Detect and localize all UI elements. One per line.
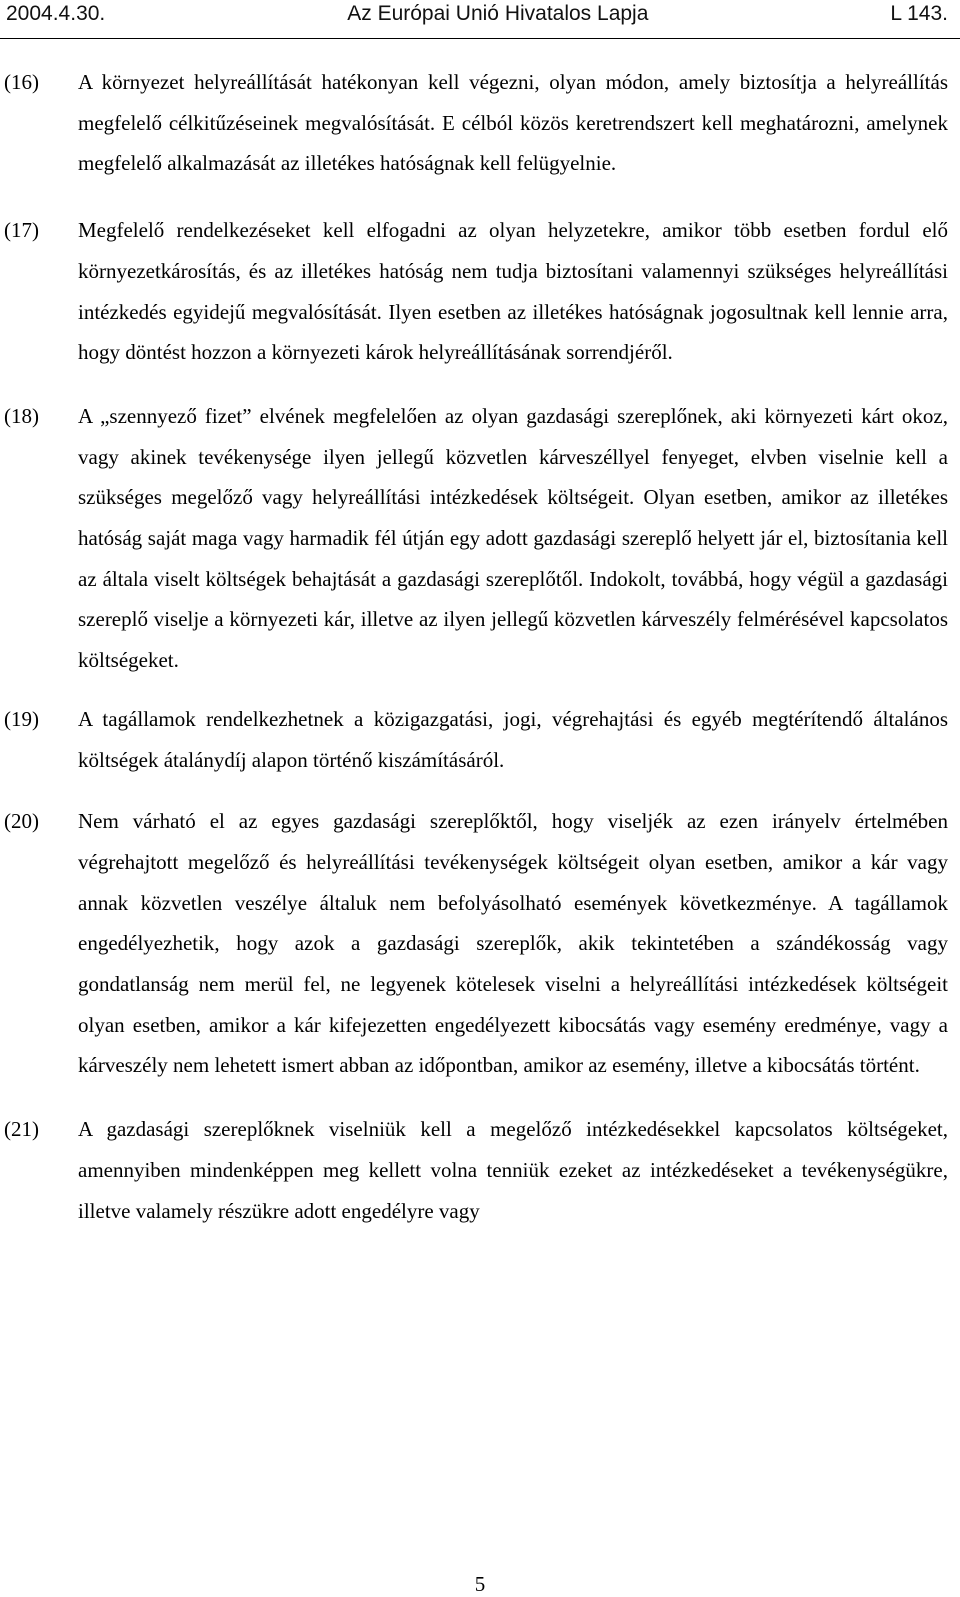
recital-text: A gazdasági szereplőknek viselniük kell a megelőző intézkedésekkel kapcsolatos költségeket, amennyiben mindenképpen meg kellett volna tenniük ezeket az intézkedéseket a tevékenységükre, illetve valamely részükre adott engedélyre vagy <box>78 1117 948 1223</box>
recital-number: (16) <box>4 70 39 94</box>
recital-number: (21) <box>4 1117 39 1142</box>
recital-19 <box>4 699 948 780</box>
recital-text: A környezet helyreállítását hatékonyan kell végezni, olyan módon, amely biztosítja a helyreállítás megfelelő célkitűzéseinek megvalósítását. E célból közös keretrendszert kell meghatározni, amelynek megfelelő alkalmazását az illetékes hatóságnak kell felügyelnie. <box>78 70 948 176</box>
page-number: 5 <box>474 1572 486 1596</box>
header-page-reference: L 143. <box>890 2 948 25</box>
header-date: 2004.4.30. <box>6 2 106 25</box>
recital-number: (17) <box>4 218 39 243</box>
page-header <box>6 2 948 32</box>
header-journal-title: Az Európai Unió Hivatalos Lapja <box>347 2 649 25</box>
header-rule <box>0 38 960 39</box>
recital-17 <box>4 210 948 373</box>
recital-number: (19) <box>4 706 39 731</box>
recital-text: Nem várható el az egyes gazdasági szereplőktől, hogy viseljék az ezen irányelv értelmében végrehajtott megelőző és helyreállítási tevékenységek költségeit olyan esetben, amikor a kár vagy annak közvetlen veszélye általuk nem befolyásolható események következménye. A tagállamok engedélyezhetik, hogy azok a gazdasági szereplők, akik tekintetében a szándékosság vagy gondatlanság nem merül fel, ne legyenek kötelesek viselni a helyreállítási intézkedések költségeit olyan esetben, amikor a kár kifejezetten engedélyezett kibocsátás vagy esemény eredménye, vagy a kárveszély nem lehetett ismert abban az időpontban, amikor az esemény, illetve a kibocsátás történt. <box>78 809 948 1078</box>
recital-number: (20) <box>4 809 39 834</box>
recital-20 <box>4 801 948 1086</box>
recital-18 <box>4 396 948 681</box>
recital-text: A tagállamok rendelkezhetnek a közigazgatási, jogi, végrehajtási és egyéb megtérítendő általános költségek átalánydíj alapon történő kiszámításáról. <box>78 706 948 772</box>
recital-text: Megfelelő rendelkezéseket kell elfogadni az olyan helyzetekre, amikor több esetben fordul elő környezetkárosítás, és az illetékes hatóság nem tudja biztosítani valamennyi szükséges helyreállítási intézkedés egyidejű megvalósítását. Ilyen esetben az illetékes hatóságnak jogosultnak kell lennie arra, hogy döntést hozzon a környezeti károk helyreállításának sorrendjéről. <box>78 218 948 365</box>
recital-text: A „szennyező fizet” elvének megfelelően az olyan gazdasági szereplőnek, aki környezeti kárt okoz, vagy akinek tevékenysége ilyen jellegű közvetlen kárveszéllyel fenyeget, elvben viselnie kell a szükséges megelőző vagy helyreállítási intézkedések költségeit. Olyan esetben, amikor az illetékes hatóság saját maga vagy harmadik fél útján egy adott gazdasági szereplő helyett jár el, biztosítania kell az általa viselt költségek behajtását a gazdasági szereplőtől. Indokolt, továbbá, hogy végül a gazdasági szereplő viselje a környezeti kár, illetve az ilyen jellegű közvetlen kárveszély felmérésével kapcsolatos költségeket. <box>78 403 948 673</box>
recital-21 <box>4 1109 948 1231</box>
recitals-section <box>4 62 948 1231</box>
recital-16 <box>4 62 948 184</box>
recital-number: (18) <box>4 403 39 428</box>
